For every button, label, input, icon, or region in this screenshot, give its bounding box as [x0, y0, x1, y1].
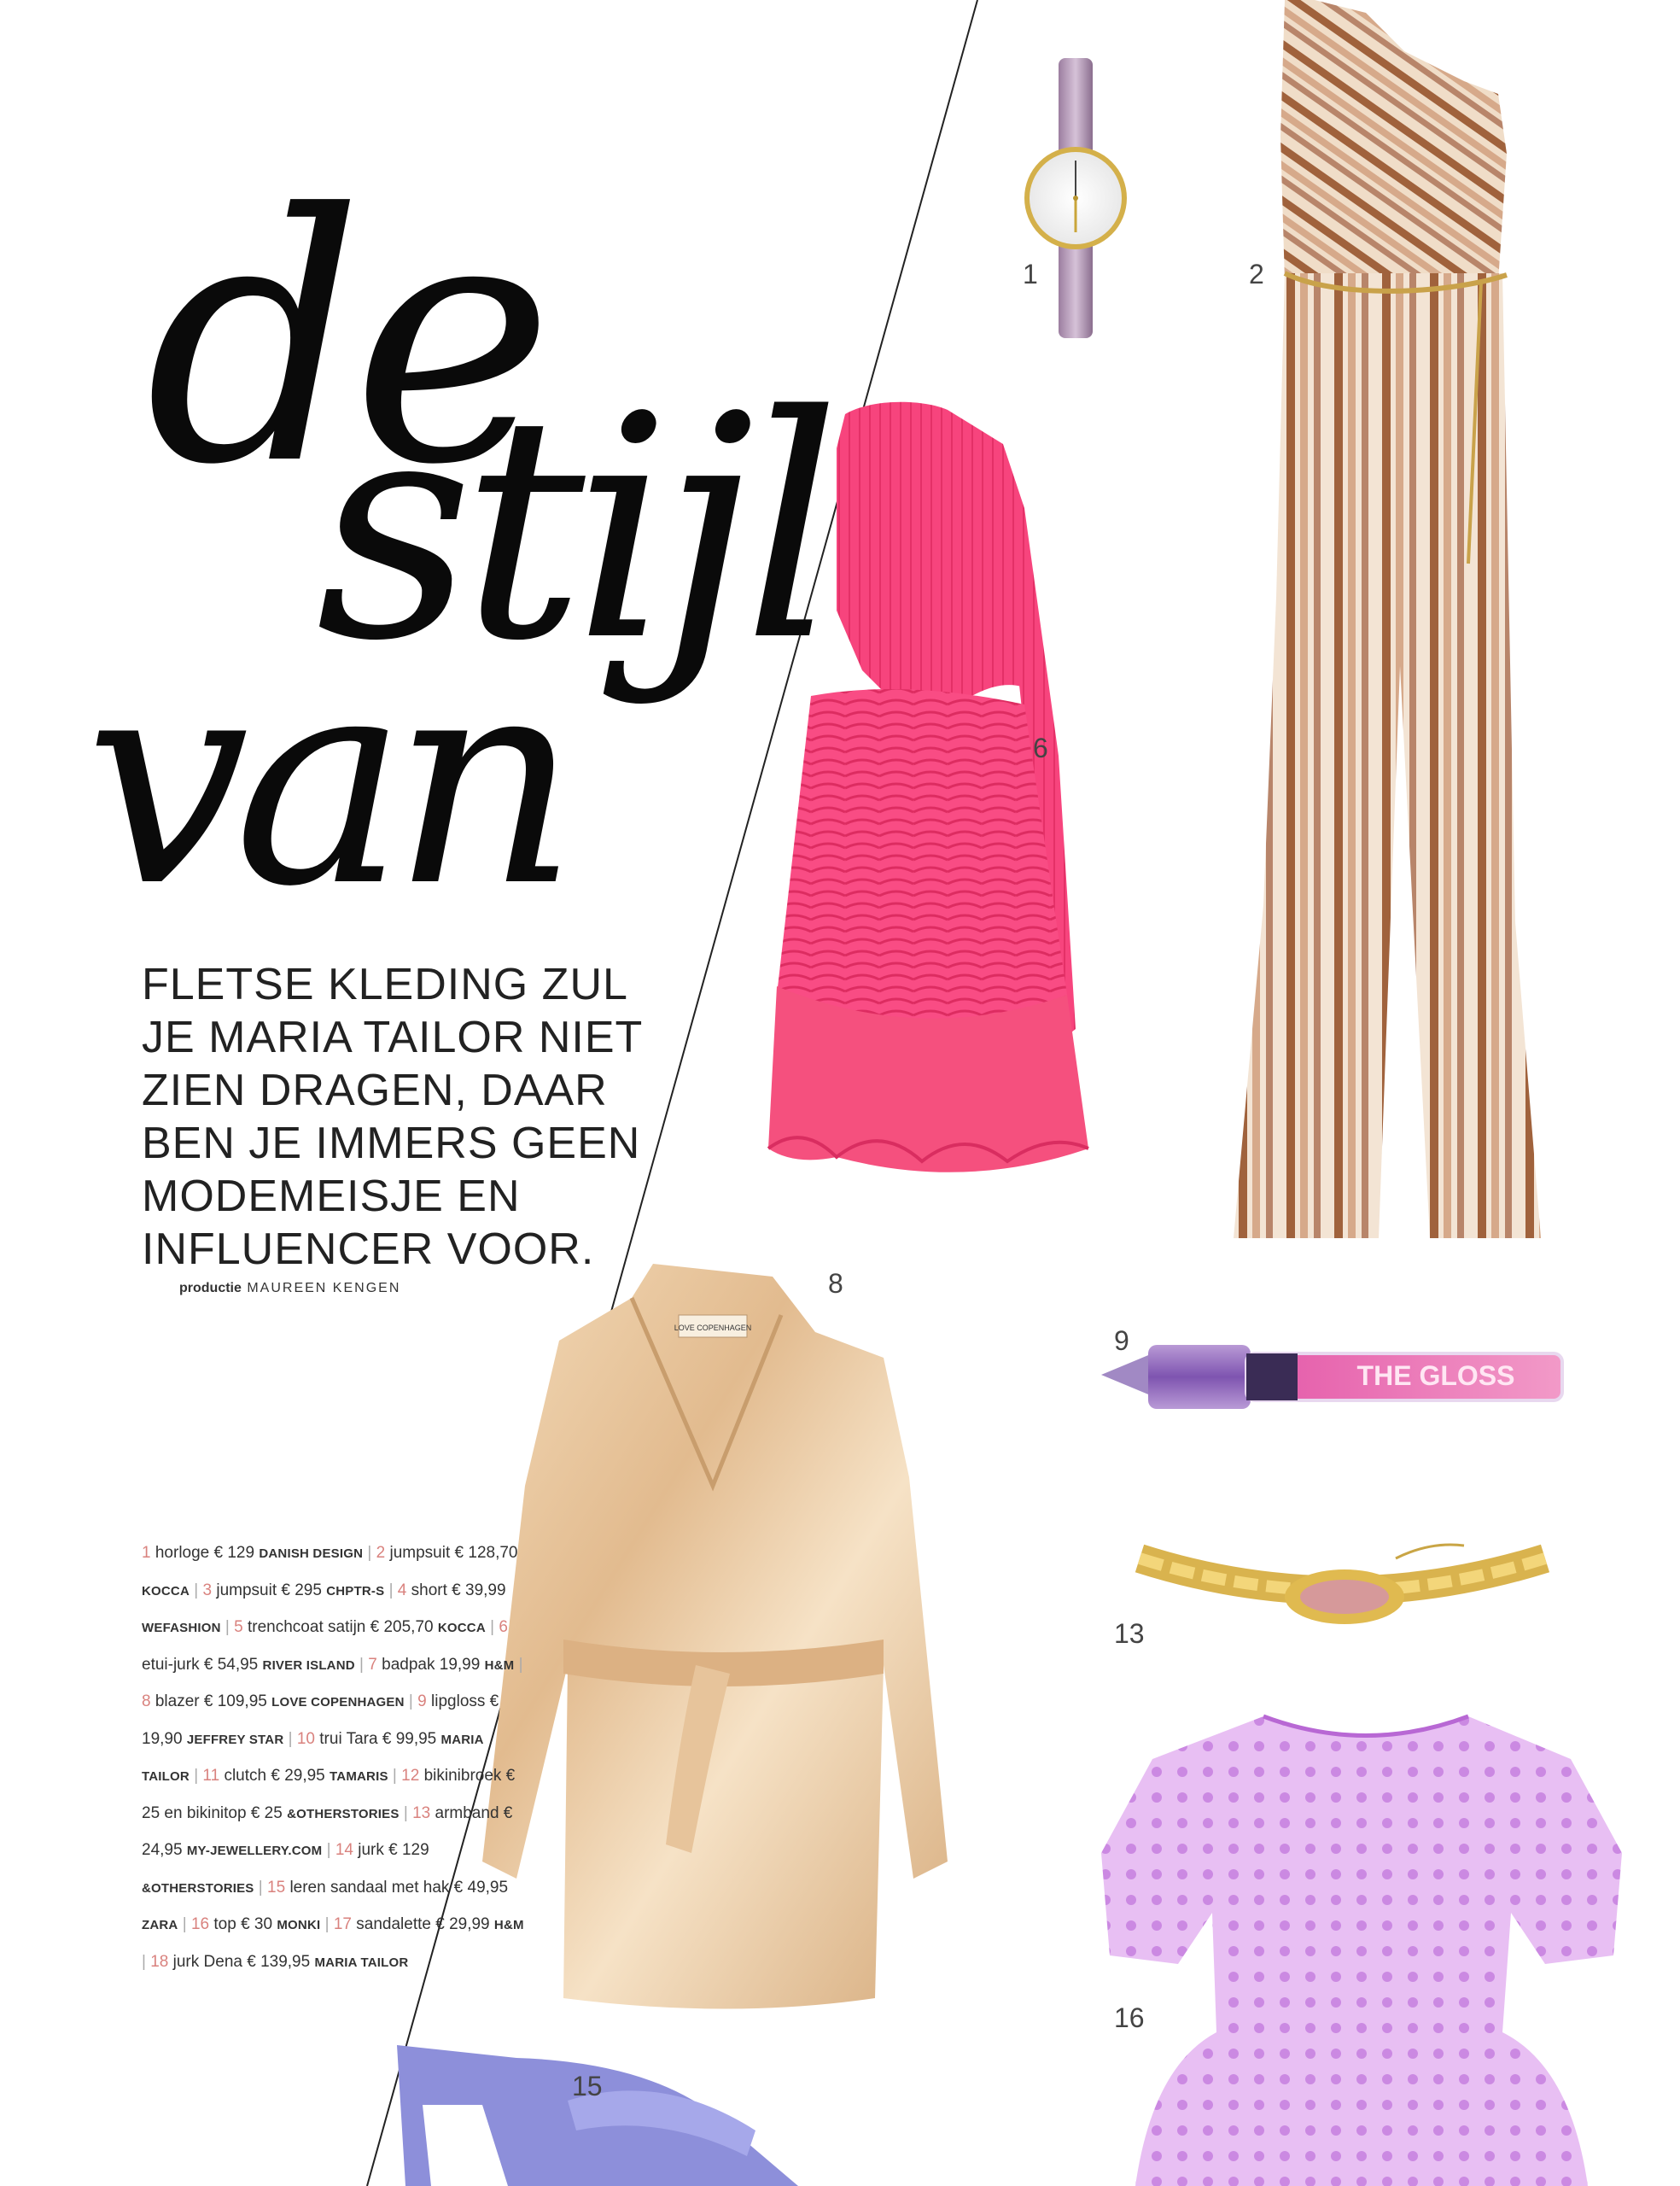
credit-entry: [142, 1544, 363, 1562]
credit-separator: |: [190, 1581, 203, 1599]
credit-separator: |: [485, 1618, 499, 1636]
credit-separator: |: [178, 1915, 191, 1933]
credit-separator: |: [384, 1581, 398, 1599]
credit-brand: H&M: [484, 1657, 515, 1673]
credit-entry: [334, 1915, 524, 1933]
credit-item: jurk Dena € 139,95: [172, 1952, 315, 1971]
credit-number: 2: [376, 1544, 390, 1562]
credit-number: 17: [333, 1915, 357, 1933]
credit-number: 7: [368, 1655, 382, 1674]
gold-bracelet-image: [1123, 1524, 1558, 1644]
credit-number: 13: [412, 1803, 435, 1822]
credit-entry: [150, 1953, 408, 1971]
credit-entry: [191, 1915, 320, 1933]
credit-item: clutch € 29,95: [224, 1767, 330, 1785]
credit-brand: WEFASHION: [142, 1621, 221, 1635]
credit-entry: [142, 1692, 405, 1710]
item-number-1: 1: [1023, 259, 1038, 289]
credit-number: 6: [499, 1618, 508, 1636]
credit-brand: RIVER ISLAND: [262, 1657, 355, 1673]
credit-brand: LOVE COPENHAGEN: [271, 1695, 405, 1710]
production-label: productie: [179, 1281, 242, 1295]
credit-brand: KOCCA: [437, 1621, 486, 1635]
item-number-8: 8: [828, 1268, 843, 1299]
title-word-van: van: [85, 612, 563, 950]
item-number-16: 16: [1114, 2002, 1145, 2033]
striped-jumpsuit-image: [1234, 0, 1558, 1242]
credit-number: 18: [150, 1952, 173, 1971]
credit-number: 4: [397, 1581, 411, 1599]
credit-brand: MARIA TAILOR: [314, 1955, 409, 1970]
credit-separator: |: [283, 1729, 297, 1748]
credit-number: 15: [267, 1878, 290, 1897]
title-word-de: de: [145, 143, 542, 540]
credit-brand: TAMARIS: [330, 1769, 388, 1784]
credit-item: blazer € 109,95: [155, 1692, 272, 1710]
credit-item: trui Tara € 99,95: [319, 1729, 441, 1748]
satin-blazer-image: [482, 1264, 948, 2019]
credit-item: leren sandaal met hak € 49,95: [289, 1878, 509, 1897]
credit-item: lipgloss € 19,90: [142, 1692, 499, 1748]
credit-separator: |: [189, 1767, 203, 1785]
credit-brand: H&M: [493, 1918, 524, 1932]
lipgloss-image: [1101, 1328, 1575, 1426]
credit-item: jumpsuit € 295: [216, 1581, 327, 1599]
credit-item: bikinibroek € 25 en bikinitop € 25: [142, 1767, 516, 1822]
credit-number: 8: [142, 1692, 155, 1710]
credit-number: 12: [401, 1767, 424, 1785]
credit-separator: |: [220, 1618, 235, 1636]
watch-image: [1020, 51, 1131, 346]
credit-number: 9: [417, 1692, 432, 1710]
item-number-15: 15: [572, 2071, 603, 2101]
credit-item: etui-jurk € 54,95: [142, 1655, 263, 1674]
credit-number: 3: [202, 1581, 217, 1599]
item-number-2: 2: [1249, 259, 1264, 289]
credit-separator: |: [322, 1841, 335, 1859]
credit-number: 10: [296, 1729, 320, 1748]
credit-separator: |: [320, 1915, 334, 1933]
credit-brand: &OTHERSTORIES: [287, 1806, 400, 1821]
credit-separator: |: [354, 1655, 369, 1674]
credit-item: sandalette € 29,99: [356, 1915, 494, 1933]
credit-item: jurk € 129: [358, 1841, 429, 1859]
credit-entry: [202, 1767, 388, 1785]
credit-brand: MONKI: [277, 1918, 321, 1932]
lilac-sandal-image: [388, 2037, 798, 2186]
credit-number: 1: [142, 1544, 155, 1562]
credit-item: jumpsuit € 128,70: [389, 1544, 518, 1562]
blazer-label-text: LOVE COPENHAGEN: [674, 1324, 752, 1332]
credit-separator: |: [399, 1803, 413, 1822]
intro-text: FLETSE KLEDING ZUL JE MARIA TAILOR NIET ZIEN DRAGEN, DAAR BEN JE IMMERS GEEN MODEMEISJE EN INFLUENCER VOOR.: [142, 960, 643, 1274]
credit-entry: [368, 1656, 514, 1674]
item-number-6: 6: [1033, 733, 1048, 763]
credit-item: badpak 19,99: [382, 1655, 485, 1674]
title-word-stijl: stijl: [316, 350, 830, 708]
production-name: MAUREEN KENGEN: [247, 1281, 401, 1295]
credit-separator: |: [363, 1544, 376, 1562]
credit-item: short € 39,99: [411, 1581, 506, 1599]
credit-number: 11: [202, 1767, 225, 1785]
credit-item: horloge € 129: [155, 1544, 260, 1562]
credit-entry: [203, 1581, 385, 1599]
credit-number: 16: [190, 1915, 214, 1933]
credit-brand: KOCCA: [142, 1583, 190, 1599]
credit-separator: |: [404, 1692, 418, 1710]
credit-separator: |: [254, 1878, 268, 1897]
credit-item: trenchcoat satijn € 205,70: [248, 1618, 438, 1636]
production-credit: [179, 1281, 400, 1296]
lipgloss-label-text: THE GLOSS: [1356, 1360, 1515, 1391]
product-credits-list: [142, 1535, 530, 1981]
credit-brand: ZARA: [142, 1918, 178, 1932]
credit-separator: |: [514, 1655, 523, 1674]
credit-separator: |: [388, 1767, 402, 1785]
credit-number: 14: [335, 1841, 359, 1859]
credit-separator: |: [142, 1952, 151, 1971]
item-number-13: 13: [1114, 1618, 1145, 1649]
credit-brand: &OTHERSTORIES: [142, 1880, 254, 1896]
credit-item: armband € 24,95: [142, 1803, 513, 1859]
credit-entry: [234, 1618, 486, 1636]
lilac-polka-top-image: [1093, 1708, 1630, 2186]
item-number-9: 9: [1114, 1325, 1129, 1356]
credit-brand: JEFFREY STAR: [186, 1732, 284, 1747]
credit-brand: CHPTR-S: [326, 1583, 385, 1599]
credit-brand: MARIA TAILOR: [142, 1732, 484, 1784]
credit-number: 5: [234, 1618, 248, 1636]
credit-brand: MY-JEWELLERY.COM: [186, 1844, 323, 1858]
credit-brand: DANISH DESIGN: [259, 1546, 364, 1561]
credit-item: top € 30: [213, 1915, 277, 1933]
